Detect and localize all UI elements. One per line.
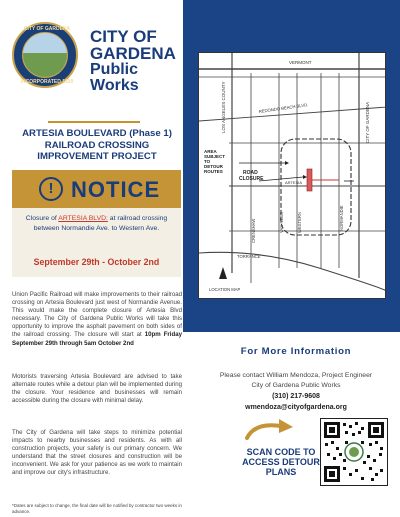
city-seal-logo (12, 22, 78, 88)
footnote: *Dates are subject to change, the final date will be notified by contractor two weeks in advance. (12, 503, 182, 514)
p1-closure-time: 10pm Friday September 29th through 5am October 2nd (12, 331, 182, 347)
seal-landscape (23, 53, 68, 78)
title-line-1: ARTESIA BOULEVARD (Phase 1) (22, 128, 172, 139)
header (0, 0, 183, 117)
info-phone[interactable]: (310) 217-9608 (272, 393, 320, 400)
location-map-drawing (199, 53, 386, 299)
notice-dates: September 29th - October 2nd (33, 257, 160, 267)
info-department: City of Gardena Public Works (251, 382, 341, 389)
scan-line-1: SCAN CODE TO (246, 447, 316, 457)
project-title (12, 128, 182, 163)
notice-body-before: Closure of (25, 215, 59, 222)
notice-street-highlight: ARTESIA BLVD: (58, 215, 108, 222)
qr-pattern (321, 419, 387, 485)
detour-qr-code[interactable] (320, 418, 388, 486)
map-label-county: LOS ANGELES COUNTY (221, 81, 226, 133)
info-contact: Please contact William Mendoza, Project Engineer (219, 372, 373, 379)
title-line-2: RAILROAD CROSSING (44, 139, 150, 151)
brand-city-of: CITY OF (90, 27, 157, 46)
info-email-link[interactable]: wmendoza@cityofgardena.org (245, 404, 347, 411)
curved-arrow-icon (243, 418, 303, 440)
p1-text: Union Pacific Railroad will make improvements to their railroad crossing on Artesia Boulevard just west of Normandie Avenue. This would make the complete closure of Artesia Blvd necessary. The City of Gardena Public Works will take this opportunity to improve the asphalt pavement on both sides of the railroad crossing. The closure will start at (12, 291, 182, 339)
paragraph-impacts: The City of Gardena will take steps to minimize potential impacts to nearby businesses and residents. As with all construction projects, your safety is our primary concern. We understand that the street closures and construction will be inconvenient. We ask for your patience as we work to maintain and improve our city's infrastructure. (12, 429, 182, 477)
map-label-detour: AREA SUBJECT TO DETOUR ROUTES (204, 149, 226, 174)
map-label-road-closure: ROAD CLOSURE (239, 170, 264, 182)
map-label-location-map: LOCATION MAP (209, 287, 241, 292)
map-label-city: CITY OF GARDENA (365, 101, 370, 143)
notice-heading: NOTICE (71, 177, 161, 202)
seal-emblem (22, 32, 68, 78)
brand-works: Works (90, 77, 139, 94)
map-label-artesia: ARTESIA (285, 180, 303, 185)
notice-box (12, 170, 181, 277)
map-label-redondo: REDONDO BEACH BLVD. (258, 102, 309, 114)
title-rule (48, 121, 140, 123)
info-heading: For More Information (240, 346, 352, 357)
seal-top-text: CITY OF GARDENA (23, 26, 71, 32)
seal-bottom-text: INCORPORATED 1930 (20, 79, 74, 85)
map-label-crenshaw: CRENSHAW (251, 218, 256, 243)
scan-line-2: ACCESS DETOUR (242, 456, 320, 467)
exclamation-icon: ! (39, 177, 63, 201)
brand-wordmark (90, 28, 182, 94)
scan-instructions (236, 448, 326, 478)
map-label-normandie: NORMANDIE (339, 205, 344, 231)
location-map (198, 52, 386, 299)
paragraph-project-overview (12, 291, 182, 348)
paragraph-motorists: Motorists traversing Artesia Boulevard are advised to take alternate routes while a detour plan will be implemented during the closure. Your residence and businesses will remain accessible during the closure with minimal delay. (12, 373, 182, 405)
notice-closure-text (18, 214, 175, 233)
map-label-torrance: TORRANCE (237, 254, 261, 259)
brand-gardena: GARDENA (90, 44, 176, 63)
notice-body-after: at railroad crossing between Normandie Ave. to Western Ave. (33, 215, 168, 232)
map-label-vermont: VERMONT (289, 60, 312, 65)
map-label-van-ness: VAN NESS (279, 212, 284, 233)
notice-header (12, 170, 181, 208)
map-label-western: WESTERN (297, 212, 302, 233)
brand-public: Public (90, 61, 139, 78)
seal-sky (23, 33, 68, 53)
scan-line-3: PLANS (265, 466, 297, 477)
title-line-3: IMPROVEMENT PROJECT (37, 151, 157, 163)
